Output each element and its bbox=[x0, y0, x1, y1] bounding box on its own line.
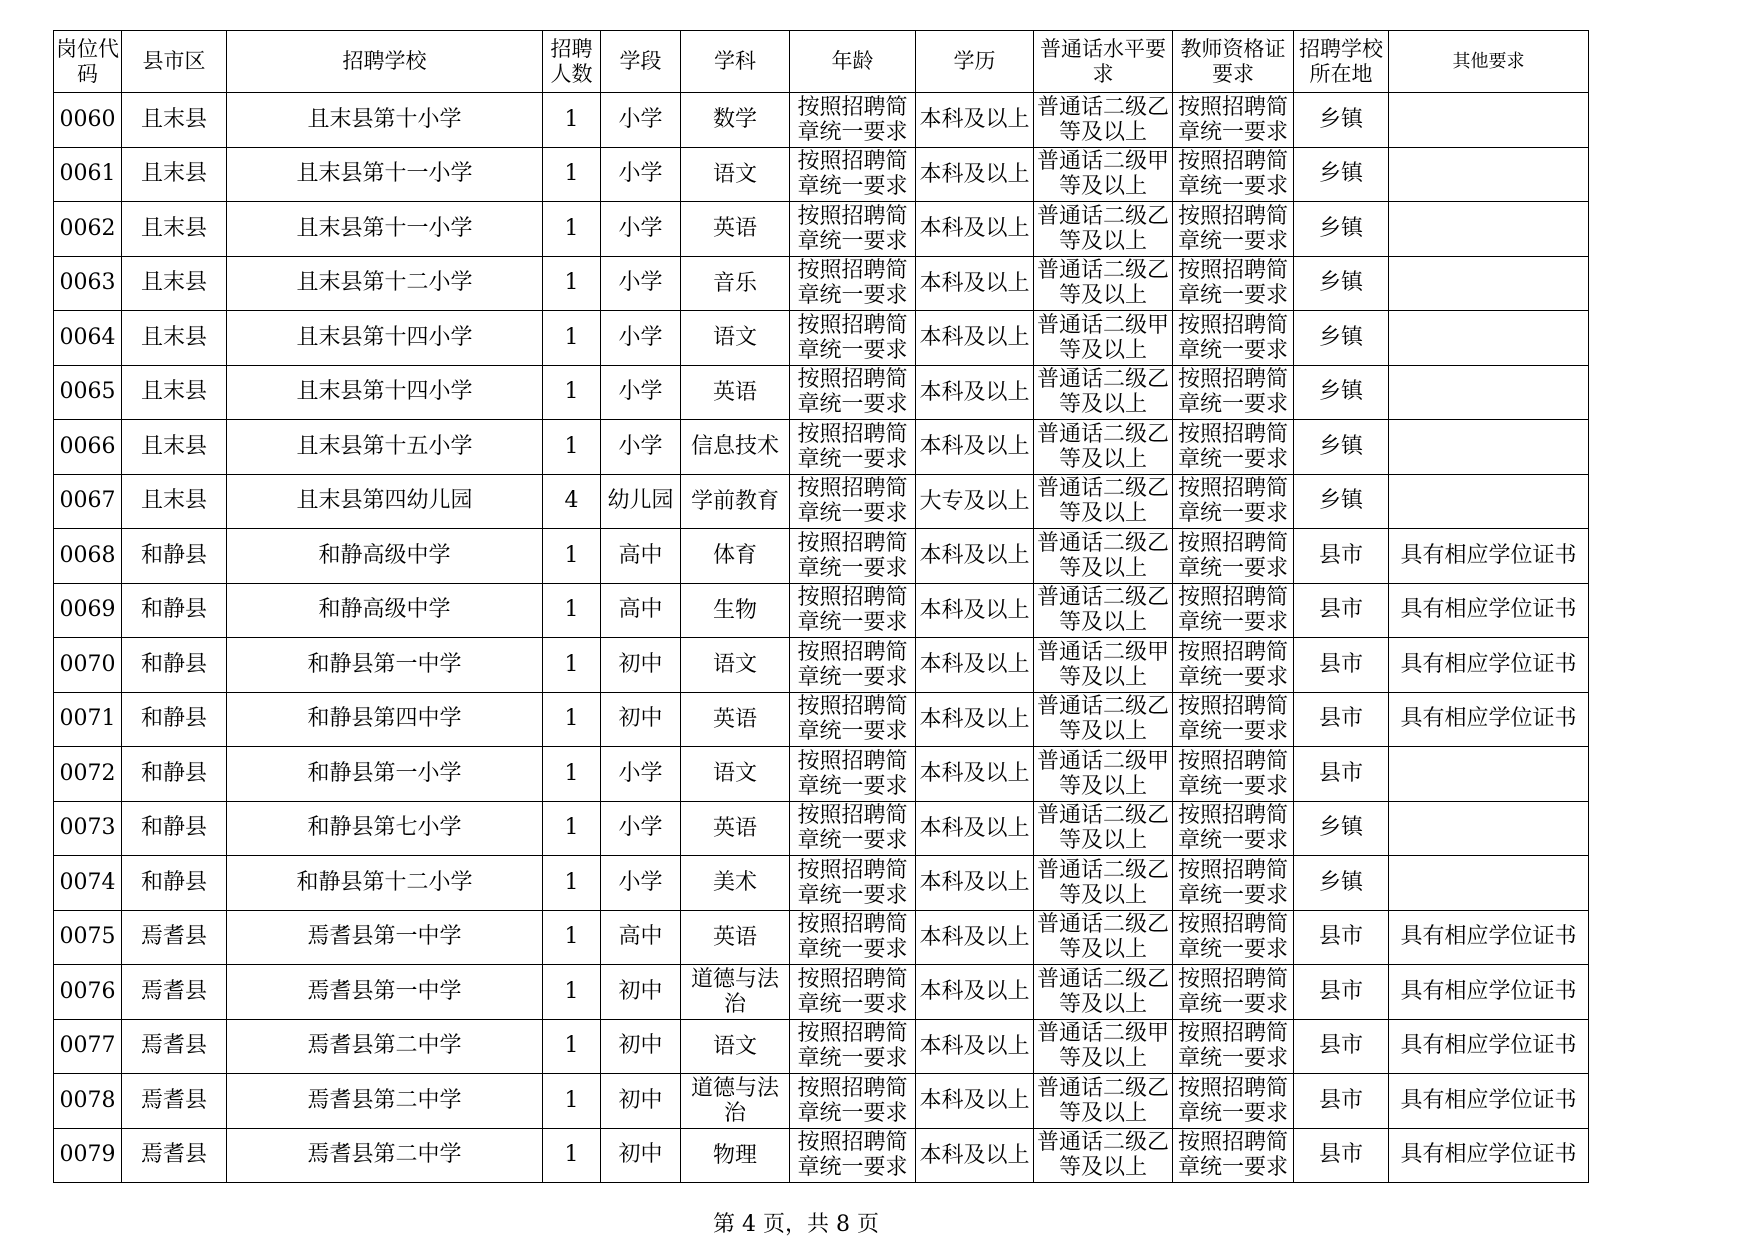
cell-education: 本科及以上 bbox=[916, 801, 1034, 856]
table-row bbox=[54, 202, 1589, 257]
cell-code: 0070 bbox=[54, 638, 122, 693]
cell-age: 按照招聘简章统一要求 bbox=[790, 202, 916, 257]
cell-mandarin: 普通话二级甲等及以上 bbox=[1034, 1019, 1173, 1074]
cell-county: 且末县 bbox=[122, 93, 227, 148]
cell-count: 1 bbox=[543, 965, 601, 1020]
table-row bbox=[54, 747, 1589, 802]
cell-other bbox=[1389, 147, 1589, 202]
cell-subject: 语文 bbox=[681, 311, 790, 366]
cell-subject: 学前教育 bbox=[681, 474, 790, 529]
cell-certificate: 按照招聘简章统一要求 bbox=[1173, 856, 1294, 911]
cell-age: 按照招聘简章统一要求 bbox=[790, 256, 916, 311]
cell-code: 0064 bbox=[54, 311, 122, 366]
cell-code: 0077 bbox=[54, 1019, 122, 1074]
recruitment-table bbox=[53, 30, 1589, 1183]
cell-mandarin: 普通话二级乙等及以上 bbox=[1034, 474, 1173, 529]
header-mandarin: 普通话水平要求 bbox=[1034, 31, 1173, 93]
cell-county: 焉耆县 bbox=[122, 965, 227, 1020]
cell-county: 和静县 bbox=[122, 856, 227, 911]
cell-certificate: 按照招聘简章统一要求 bbox=[1173, 365, 1294, 420]
table-row bbox=[54, 474, 1589, 529]
header-code: 岗位代码 bbox=[54, 31, 122, 93]
cell-other bbox=[1389, 801, 1589, 856]
cell-school: 且末县第十一小学 bbox=[227, 147, 543, 202]
cell-count: 1 bbox=[543, 583, 601, 638]
table-row bbox=[54, 856, 1589, 911]
cell-age: 按照招聘简章统一要求 bbox=[790, 638, 916, 693]
cell-certificate: 按照招聘简章统一要求 bbox=[1173, 1074, 1294, 1129]
cell-education: 本科及以上 bbox=[916, 365, 1034, 420]
cell-count: 1 bbox=[543, 910, 601, 965]
cell-stage: 初中 bbox=[601, 692, 681, 747]
cell-education: 本科及以上 bbox=[916, 638, 1034, 693]
table-row bbox=[54, 256, 1589, 311]
cell-stage: 小学 bbox=[601, 256, 681, 311]
cell-county: 且末县 bbox=[122, 365, 227, 420]
cell-county: 和静县 bbox=[122, 529, 227, 584]
cell-age: 按照招聘简章统一要求 bbox=[790, 583, 916, 638]
cell-other bbox=[1389, 202, 1589, 257]
cell-stage: 小学 bbox=[601, 202, 681, 257]
header-location: 招聘学校所在地 bbox=[1294, 31, 1389, 93]
cell-school: 和静县第一小学 bbox=[227, 747, 543, 802]
cell-certificate: 按照招聘简章统一要求 bbox=[1173, 801, 1294, 856]
cell-age: 按照招聘简章统一要求 bbox=[790, 1128, 916, 1183]
cell-count: 1 bbox=[543, 1128, 601, 1183]
cell-age: 按照招聘简章统一要求 bbox=[790, 93, 916, 148]
cell-county: 且末县 bbox=[122, 256, 227, 311]
cell-subject: 英语 bbox=[681, 910, 790, 965]
cell-stage: 高中 bbox=[601, 529, 681, 584]
table-row bbox=[54, 583, 1589, 638]
cell-school: 和静县第四中学 bbox=[227, 692, 543, 747]
cell-mandarin: 普通话二级乙等及以上 bbox=[1034, 365, 1173, 420]
header-age: 年龄 bbox=[790, 31, 916, 93]
cell-county: 焉耆县 bbox=[122, 1019, 227, 1074]
cell-education: 本科及以上 bbox=[916, 1128, 1034, 1183]
cell-stage: 高中 bbox=[601, 583, 681, 638]
page-number: 第 4 页，共 8 页 bbox=[713, 1212, 879, 1237]
cell-other: 具有相应学位证书 bbox=[1389, 910, 1589, 965]
cell-subject: 英语 bbox=[681, 692, 790, 747]
cell-other bbox=[1389, 747, 1589, 802]
cell-stage: 初中 bbox=[601, 638, 681, 693]
cell-subject: 语文 bbox=[681, 147, 790, 202]
cell-mandarin: 普通话二级乙等及以上 bbox=[1034, 256, 1173, 311]
cell-other: 具有相应学位证书 bbox=[1389, 1128, 1589, 1183]
cell-mandarin: 普通话二级乙等及以上 bbox=[1034, 529, 1173, 584]
cell-location: 县市 bbox=[1294, 529, 1389, 584]
cell-subject: 物理 bbox=[681, 1128, 790, 1183]
cell-other bbox=[1389, 420, 1589, 475]
cell-location: 乡镇 bbox=[1294, 256, 1389, 311]
cell-location: 县市 bbox=[1294, 638, 1389, 693]
cell-stage: 初中 bbox=[601, 1019, 681, 1074]
cell-education: 大专及以上 bbox=[916, 474, 1034, 529]
cell-education: 本科及以上 bbox=[916, 147, 1034, 202]
cell-stage: 小学 bbox=[601, 801, 681, 856]
cell-mandarin: 普通话二级乙等及以上 bbox=[1034, 1074, 1173, 1129]
cell-location: 县市 bbox=[1294, 747, 1389, 802]
cell-mandarin: 普通话二级乙等及以上 bbox=[1034, 1128, 1173, 1183]
cell-mandarin: 普通话二级甲等及以上 bbox=[1034, 147, 1173, 202]
cell-subject: 英语 bbox=[681, 801, 790, 856]
cell-stage: 高中 bbox=[601, 910, 681, 965]
cell-education: 本科及以上 bbox=[916, 93, 1034, 148]
cell-school: 且末县第十二小学 bbox=[227, 256, 543, 311]
cell-stage: 小学 bbox=[601, 420, 681, 475]
cell-code: 0061 bbox=[54, 147, 122, 202]
cell-count: 1 bbox=[543, 147, 601, 202]
cell-location: 乡镇 bbox=[1294, 93, 1389, 148]
table-row bbox=[54, 1128, 1589, 1183]
cell-other bbox=[1389, 856, 1589, 911]
cell-location: 县市 bbox=[1294, 910, 1389, 965]
cell-stage: 小学 bbox=[601, 365, 681, 420]
cell-education: 本科及以上 bbox=[916, 256, 1034, 311]
cell-mandarin: 普通话二级乙等及以上 bbox=[1034, 910, 1173, 965]
cell-other: 具有相应学位证书 bbox=[1389, 1074, 1589, 1129]
cell-county: 和静县 bbox=[122, 638, 227, 693]
cell-certificate: 按照招聘简章统一要求 bbox=[1173, 93, 1294, 148]
cell-count: 1 bbox=[543, 93, 601, 148]
cell-code: 0076 bbox=[54, 965, 122, 1020]
cell-age: 按照招聘简章统一要求 bbox=[790, 365, 916, 420]
cell-location: 县市 bbox=[1294, 1074, 1389, 1129]
cell-education: 本科及以上 bbox=[916, 747, 1034, 802]
table-row bbox=[54, 692, 1589, 747]
table-row bbox=[54, 801, 1589, 856]
cell-school: 且末县第四幼儿园 bbox=[227, 474, 543, 529]
cell-stage: 小学 bbox=[601, 856, 681, 911]
cell-age: 按照招聘简章统一要求 bbox=[790, 529, 916, 584]
cell-location: 乡镇 bbox=[1294, 311, 1389, 366]
header-certificate: 教师资格证要求 bbox=[1173, 31, 1294, 93]
cell-stage: 小学 bbox=[601, 93, 681, 148]
cell-age: 按照招聘简章统一要求 bbox=[790, 1019, 916, 1074]
cell-school: 焉耆县第二中学 bbox=[227, 1074, 543, 1129]
cell-subject: 数学 bbox=[681, 93, 790, 148]
cell-mandarin: 普通话二级乙等及以上 bbox=[1034, 583, 1173, 638]
table-row bbox=[54, 147, 1589, 202]
cell-school: 和静县第十二小学 bbox=[227, 856, 543, 911]
cell-certificate: 按照招聘简章统一要求 bbox=[1173, 965, 1294, 1020]
cell-stage: 初中 bbox=[601, 1128, 681, 1183]
cell-education: 本科及以上 bbox=[916, 202, 1034, 257]
cell-location: 乡镇 bbox=[1294, 801, 1389, 856]
cell-school: 且末县第十四小学 bbox=[227, 311, 543, 366]
cell-other: 具有相应学位证书 bbox=[1389, 1019, 1589, 1074]
cell-school: 焉耆县第二中学 bbox=[227, 1128, 543, 1183]
cell-stage: 小学 bbox=[601, 747, 681, 802]
cell-certificate: 按照招聘简章统一要求 bbox=[1173, 420, 1294, 475]
cell-certificate: 按照招聘简章统一要求 bbox=[1173, 311, 1294, 366]
cell-other bbox=[1389, 93, 1589, 148]
cell-location: 乡镇 bbox=[1294, 365, 1389, 420]
table-row bbox=[54, 638, 1589, 693]
cell-code: 0072 bbox=[54, 747, 122, 802]
cell-subject: 生物 bbox=[681, 583, 790, 638]
cell-county: 焉耆县 bbox=[122, 1128, 227, 1183]
cell-stage: 幼儿园 bbox=[601, 474, 681, 529]
cell-certificate: 按照招聘简章统一要求 bbox=[1173, 529, 1294, 584]
cell-other bbox=[1389, 365, 1589, 420]
cell-count: 1 bbox=[543, 692, 601, 747]
table-row bbox=[54, 93, 1589, 148]
header-county: 县市区 bbox=[122, 31, 227, 93]
cell-subject: 英语 bbox=[681, 202, 790, 257]
cell-other: 具有相应学位证书 bbox=[1389, 692, 1589, 747]
cell-age: 按照招聘简章统一要求 bbox=[790, 692, 916, 747]
cell-mandarin: 普通话二级甲等及以上 bbox=[1034, 747, 1173, 802]
cell-education: 本科及以上 bbox=[916, 583, 1034, 638]
cell-subject: 道德与法治 bbox=[681, 1074, 790, 1129]
cell-count: 1 bbox=[543, 638, 601, 693]
header-stage: 学段 bbox=[601, 31, 681, 93]
cell-county: 和静县 bbox=[122, 692, 227, 747]
cell-school: 且末县第十一小学 bbox=[227, 202, 543, 257]
cell-mandarin: 普通话二级乙等及以上 bbox=[1034, 965, 1173, 1020]
table-row bbox=[54, 420, 1589, 475]
cell-subject: 美术 bbox=[681, 856, 790, 911]
cell-certificate: 按照招聘简章统一要求 bbox=[1173, 583, 1294, 638]
cell-code: 0062 bbox=[54, 202, 122, 257]
table-row bbox=[54, 529, 1589, 584]
table-row bbox=[54, 365, 1589, 420]
cell-certificate: 按照招聘简章统一要求 bbox=[1173, 638, 1294, 693]
cell-county: 和静县 bbox=[122, 747, 227, 802]
cell-location: 县市 bbox=[1294, 583, 1389, 638]
cell-code: 0066 bbox=[54, 420, 122, 475]
cell-age: 按照招聘简章统一要求 bbox=[790, 1074, 916, 1129]
cell-code: 0067 bbox=[54, 474, 122, 529]
cell-county: 和静县 bbox=[122, 583, 227, 638]
cell-age: 按照招聘简章统一要求 bbox=[790, 856, 916, 911]
cell-age: 按照招聘简章统一要求 bbox=[790, 420, 916, 475]
cell-code: 0068 bbox=[54, 529, 122, 584]
cell-age: 按照招聘简章统一要求 bbox=[790, 747, 916, 802]
cell-location: 乡镇 bbox=[1294, 474, 1389, 529]
cell-mandarin: 普通话二级甲等及以上 bbox=[1034, 311, 1173, 366]
cell-school: 且末县第十小学 bbox=[227, 93, 543, 148]
cell-stage: 初中 bbox=[601, 1074, 681, 1129]
cell-stage: 小学 bbox=[601, 147, 681, 202]
cell-education: 本科及以上 bbox=[916, 420, 1034, 475]
cell-certificate: 按照招聘简章统一要求 bbox=[1173, 256, 1294, 311]
cell-certificate: 按照招聘简章统一要求 bbox=[1173, 747, 1294, 802]
cell-age: 按照招聘简章统一要求 bbox=[790, 910, 916, 965]
cell-code: 0078 bbox=[54, 1074, 122, 1129]
cell-mandarin: 普通话二级甲等及以上 bbox=[1034, 638, 1173, 693]
cell-code: 0073 bbox=[54, 801, 122, 856]
cell-mandarin: 普通话二级乙等及以上 bbox=[1034, 420, 1173, 475]
cell-certificate: 按照招聘简章统一要求 bbox=[1173, 692, 1294, 747]
cell-count: 1 bbox=[543, 801, 601, 856]
cell-school: 和静县第一中学 bbox=[227, 638, 543, 693]
cell-location: 县市 bbox=[1294, 965, 1389, 1020]
cell-education: 本科及以上 bbox=[916, 311, 1034, 366]
cell-subject: 语文 bbox=[681, 1019, 790, 1074]
header-school: 招聘学校 bbox=[227, 31, 543, 93]
table-body bbox=[54, 93, 1589, 1183]
cell-count: 1 bbox=[543, 1019, 601, 1074]
cell-count: 1 bbox=[543, 1074, 601, 1129]
cell-location: 乡镇 bbox=[1294, 420, 1389, 475]
cell-county: 且末县 bbox=[122, 147, 227, 202]
cell-code: 0071 bbox=[54, 692, 122, 747]
cell-location: 乡镇 bbox=[1294, 147, 1389, 202]
table-row bbox=[54, 965, 1589, 1020]
cell-certificate: 按照招聘简章统一要求 bbox=[1173, 202, 1294, 257]
cell-code: 0079 bbox=[54, 1128, 122, 1183]
cell-code: 0065 bbox=[54, 365, 122, 420]
header-education: 学历 bbox=[916, 31, 1034, 93]
cell-school: 焉耆县第二中学 bbox=[227, 1019, 543, 1074]
cell-count: 1 bbox=[543, 856, 601, 911]
cell-other bbox=[1389, 311, 1589, 366]
cell-county: 且末县 bbox=[122, 474, 227, 529]
cell-education: 本科及以上 bbox=[916, 856, 1034, 911]
cell-other bbox=[1389, 256, 1589, 311]
header-count: 招聘人数 bbox=[543, 31, 601, 93]
cell-mandarin: 普通话二级乙等及以上 bbox=[1034, 856, 1173, 911]
cell-mandarin: 普通话二级乙等及以上 bbox=[1034, 202, 1173, 257]
cell-subject: 英语 bbox=[681, 365, 790, 420]
cell-school: 和静高级中学 bbox=[227, 529, 543, 584]
cell-school: 且末县第十五小学 bbox=[227, 420, 543, 475]
table-row bbox=[54, 1019, 1589, 1074]
cell-code: 0063 bbox=[54, 256, 122, 311]
cell-count: 1 bbox=[543, 311, 601, 366]
cell-school: 和静县第七小学 bbox=[227, 801, 543, 856]
header-subject: 学科 bbox=[681, 31, 790, 93]
cell-certificate: 按照招聘简章统一要求 bbox=[1173, 1019, 1294, 1074]
cell-certificate: 按照招聘简章统一要求 bbox=[1173, 147, 1294, 202]
cell-other bbox=[1389, 474, 1589, 529]
cell-location: 县市 bbox=[1294, 1128, 1389, 1183]
cell-mandarin: 普通话二级乙等及以上 bbox=[1034, 801, 1173, 856]
cell-location: 乡镇 bbox=[1294, 856, 1389, 911]
header-row bbox=[54, 31, 1589, 93]
cell-count: 1 bbox=[543, 256, 601, 311]
cell-school: 焉耆县第一中学 bbox=[227, 910, 543, 965]
cell-mandarin: 普通话二级乙等及以上 bbox=[1034, 692, 1173, 747]
cell-mandarin: 普通话二级乙等及以上 bbox=[1034, 93, 1173, 148]
cell-location: 县市 bbox=[1294, 692, 1389, 747]
cell-other: 具有相应学位证书 bbox=[1389, 638, 1589, 693]
cell-subject: 音乐 bbox=[681, 256, 790, 311]
cell-school: 和静高级中学 bbox=[227, 583, 543, 638]
cell-age: 按照招聘简章统一要求 bbox=[790, 474, 916, 529]
cell-school: 且末县第十四小学 bbox=[227, 365, 543, 420]
cell-location: 县市 bbox=[1294, 1019, 1389, 1074]
cell-county: 且末县 bbox=[122, 311, 227, 366]
cell-subject: 语文 bbox=[681, 747, 790, 802]
cell-code: 0069 bbox=[54, 583, 122, 638]
cell-education: 本科及以上 bbox=[916, 1019, 1034, 1074]
cell-stage: 初中 bbox=[601, 965, 681, 1020]
cell-certificate: 按照招聘简章统一要求 bbox=[1173, 910, 1294, 965]
cell-subject: 语文 bbox=[681, 638, 790, 693]
cell-count: 1 bbox=[543, 747, 601, 802]
cell-location: 乡镇 bbox=[1294, 202, 1389, 257]
cell-education: 本科及以上 bbox=[916, 1074, 1034, 1129]
header-other: 其他要求 bbox=[1389, 31, 1589, 93]
cell-code: 0075 bbox=[54, 910, 122, 965]
table-row bbox=[54, 311, 1589, 366]
cell-code: 0060 bbox=[54, 93, 122, 148]
cell-stage: 小学 bbox=[601, 311, 681, 366]
cell-certificate: 按照招聘简章统一要求 bbox=[1173, 1128, 1294, 1183]
cell-county: 焉耆县 bbox=[122, 910, 227, 965]
cell-certificate: 按照招聘简章统一要求 bbox=[1173, 474, 1294, 529]
cell-education: 本科及以上 bbox=[916, 692, 1034, 747]
cell-county: 且末县 bbox=[122, 202, 227, 257]
cell-county: 且末县 bbox=[122, 420, 227, 475]
cell-subject: 道德与法治 bbox=[681, 965, 790, 1020]
cell-education: 本科及以上 bbox=[916, 529, 1034, 584]
cell-other: 具有相应学位证书 bbox=[1389, 965, 1589, 1020]
cell-subject: 体育 bbox=[681, 529, 790, 584]
cell-county: 焉耆县 bbox=[122, 1074, 227, 1129]
table-row bbox=[54, 1074, 1589, 1129]
cell-county: 和静县 bbox=[122, 801, 227, 856]
cell-subject: 信息技术 bbox=[681, 420, 790, 475]
cell-code: 0074 bbox=[54, 856, 122, 911]
cell-other: 具有相应学位证书 bbox=[1389, 583, 1589, 638]
cell-education: 本科及以上 bbox=[916, 965, 1034, 1020]
cell-other: 具有相应学位证书 bbox=[1389, 529, 1589, 584]
table-row bbox=[54, 910, 1589, 965]
cell-education: 本科及以上 bbox=[916, 910, 1034, 965]
cell-count: 1 bbox=[543, 529, 601, 584]
cell-age: 按照招聘简章统一要求 bbox=[790, 965, 916, 1020]
cell-age: 按照招聘简章统一要求 bbox=[790, 311, 916, 366]
cell-count: 1 bbox=[543, 420, 601, 475]
cell-school: 焉耆县第一中学 bbox=[227, 965, 543, 1020]
cell-count: 4 bbox=[543, 474, 601, 529]
cell-age: 按照招聘简章统一要求 bbox=[790, 147, 916, 202]
cell-count: 1 bbox=[543, 365, 601, 420]
cell-count: 1 bbox=[543, 202, 601, 257]
cell-age: 按照招聘简章统一要求 bbox=[790, 801, 916, 856]
